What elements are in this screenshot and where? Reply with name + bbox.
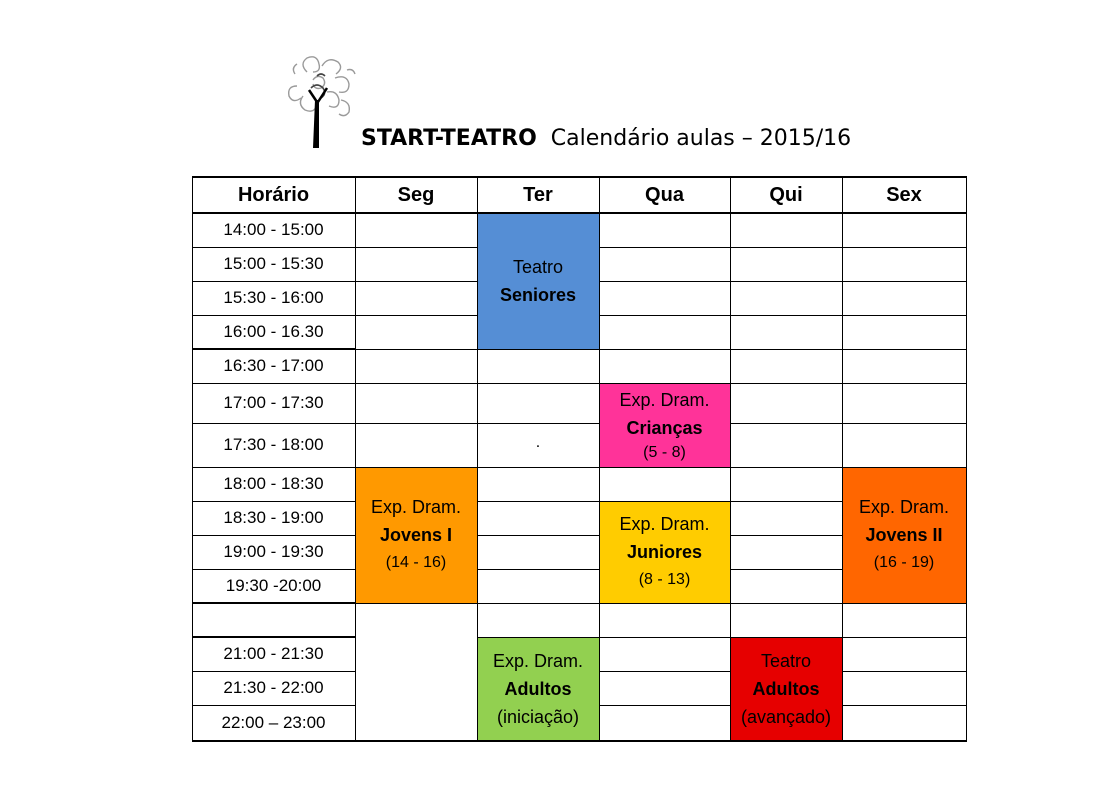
grid-line xyxy=(477,383,478,424)
title-text: Calendário aulas – 2015/16 xyxy=(550,126,852,151)
grid-line xyxy=(192,501,356,502)
grid-line xyxy=(599,705,731,706)
grid-line xyxy=(355,213,356,248)
grid-line xyxy=(599,315,731,316)
grid-line xyxy=(730,176,843,178)
grid-line xyxy=(730,349,843,350)
grid-line xyxy=(355,247,478,248)
block-line2: Juniores xyxy=(626,542,703,562)
grid-line xyxy=(599,467,731,468)
grid-line xyxy=(966,349,968,384)
grid-line xyxy=(599,501,600,603)
grid-line xyxy=(477,603,478,638)
header-seg: Seg xyxy=(397,183,435,206)
grid-line xyxy=(842,315,967,316)
grid-line xyxy=(730,383,843,384)
grid-line xyxy=(842,349,843,384)
grid-line xyxy=(842,212,967,214)
block-line2: Seniores xyxy=(499,285,577,305)
grid-line xyxy=(966,247,968,282)
grid-line xyxy=(192,281,356,282)
block-line3: (avançado) xyxy=(740,707,832,727)
grid-line xyxy=(842,176,967,178)
grid-line xyxy=(355,671,356,706)
grid-line xyxy=(192,569,194,604)
grid-line xyxy=(477,603,600,604)
grid-line xyxy=(842,349,967,350)
grid-line xyxy=(730,315,731,350)
grid-line xyxy=(355,467,477,468)
class-exp-dram-jovens-i xyxy=(355,467,477,603)
grid-line xyxy=(192,423,356,424)
block-line1: Exp. Dram. xyxy=(619,390,710,410)
block-line1: Exp. Dram. xyxy=(370,497,462,517)
grid-line xyxy=(842,603,843,638)
grid-line xyxy=(477,349,478,384)
grid-line xyxy=(477,213,478,349)
grid-line xyxy=(192,315,356,316)
grid-line xyxy=(730,177,731,214)
grid-line xyxy=(355,281,478,282)
grid-line xyxy=(966,671,968,706)
grid-line xyxy=(477,501,600,502)
grid-line xyxy=(730,281,731,316)
grid-line xyxy=(355,349,478,350)
grid-line xyxy=(730,501,731,603)
grid-line xyxy=(842,281,967,282)
header-qui: Qui xyxy=(769,183,803,206)
grid-line xyxy=(192,705,356,706)
grid-line xyxy=(477,637,478,741)
grid-line xyxy=(730,467,843,468)
grid-line xyxy=(842,467,843,603)
block-line3: (8 - 13) xyxy=(638,571,691,588)
block-line3: (iniciação) xyxy=(496,707,580,727)
header-horario: Horário xyxy=(237,183,310,206)
grid-line xyxy=(477,383,600,384)
time-cell: 15:30 - 16:00 xyxy=(223,288,324,307)
grid-line xyxy=(599,383,600,467)
time-cell: 21:00 - 21:30 xyxy=(223,644,324,663)
grid-line xyxy=(966,213,968,248)
stray-dot: . xyxy=(535,434,541,451)
grid-line xyxy=(599,501,730,502)
time-cell: 16:00 - 16.30 xyxy=(223,322,324,341)
grid-line xyxy=(477,467,478,603)
grid-line xyxy=(192,348,356,350)
header-qua: Qua xyxy=(645,183,684,206)
class-exp-dram-juniores xyxy=(599,501,730,603)
grid-line xyxy=(730,535,843,536)
block-line3: (5 - 8) xyxy=(643,444,686,461)
grid-line xyxy=(599,213,600,349)
title-brand: START-TEATRO xyxy=(361,126,537,151)
block-line3: (14 - 16) xyxy=(385,554,447,571)
block-line1: Exp. Dram. xyxy=(492,651,584,671)
grid-line xyxy=(599,637,731,638)
grid-line xyxy=(842,637,843,741)
grid-line xyxy=(599,349,600,384)
grid-line xyxy=(477,535,600,536)
grid-line xyxy=(842,247,843,282)
grid-line xyxy=(355,315,478,316)
time-cell: 21:30 - 22:00 xyxy=(223,678,324,697)
grid-line xyxy=(730,315,843,316)
grid-line xyxy=(599,671,731,672)
grid-line xyxy=(192,467,194,502)
time-cell: 14:00 - 15:00 xyxy=(223,220,324,239)
grid-line xyxy=(842,383,967,384)
grid-line xyxy=(192,501,194,536)
grid-line xyxy=(966,315,968,350)
time-cell: 17:00 - 17:30 xyxy=(223,393,324,412)
grid-line xyxy=(192,467,356,468)
grid-line xyxy=(966,603,968,638)
grid-line xyxy=(192,213,194,248)
grid-line xyxy=(192,383,356,384)
block-line1: Teatro xyxy=(760,651,812,671)
grid-line xyxy=(842,281,843,316)
grid-line xyxy=(355,423,356,468)
block-line2: Crianças xyxy=(626,418,703,438)
schedule-table xyxy=(192,177,966,741)
grid-line xyxy=(599,176,731,178)
block-line1: Teatro xyxy=(512,257,564,277)
grid-line xyxy=(355,383,478,384)
grid-line xyxy=(730,213,731,248)
grid-line xyxy=(355,383,356,424)
grid-line xyxy=(730,637,842,638)
grid-line xyxy=(730,212,843,214)
grid-line xyxy=(599,740,731,742)
grid-line xyxy=(355,423,478,424)
grid-line xyxy=(355,467,356,603)
grid-line xyxy=(192,281,194,316)
page-title xyxy=(361,126,851,151)
grid-line xyxy=(192,177,194,214)
grid-line xyxy=(192,637,194,672)
grid-line xyxy=(842,423,843,468)
grid-line xyxy=(966,423,968,468)
grid-line xyxy=(730,349,731,384)
grid-line xyxy=(966,467,967,603)
time-cell: 18:30 - 19:00 xyxy=(223,508,324,527)
grid-line xyxy=(966,637,968,672)
grid-line xyxy=(966,281,968,316)
grid-line xyxy=(730,637,731,741)
time-cell: 17:30 - 18:00 xyxy=(223,435,324,454)
block-line1: Exp. Dram. xyxy=(619,514,710,534)
grid-line xyxy=(477,423,478,468)
grid-line xyxy=(842,637,967,638)
time-cell xyxy=(192,603,355,637)
grid-line xyxy=(192,247,194,282)
header-ter: Ter xyxy=(523,183,553,206)
grid-line xyxy=(599,247,731,248)
grid-line xyxy=(730,423,843,424)
block-line2: Adultos xyxy=(504,679,572,699)
grid-line xyxy=(842,177,843,214)
class-teatro-adultos-avancado xyxy=(730,637,842,741)
grid-line xyxy=(966,177,968,214)
grid-line xyxy=(192,569,356,570)
grid-line xyxy=(599,281,731,282)
grid-line xyxy=(355,212,478,214)
grid-line xyxy=(730,569,843,570)
grid-line xyxy=(599,212,731,214)
grid-line xyxy=(355,603,356,638)
grid-line xyxy=(355,281,356,316)
header-sex: Sex xyxy=(886,183,922,206)
grid-line xyxy=(355,740,478,742)
grid-line xyxy=(192,740,356,742)
block-line2: Jovens II xyxy=(865,525,943,545)
grid-line xyxy=(842,383,843,424)
grid-line xyxy=(192,315,194,350)
grid-line xyxy=(842,315,843,350)
grid-line xyxy=(966,705,968,742)
grid-line xyxy=(192,176,356,178)
grid-line xyxy=(355,247,356,282)
grid-line xyxy=(730,467,731,502)
grid-line xyxy=(477,569,600,570)
class-exp-dram-criancas xyxy=(599,383,730,467)
grid-line xyxy=(192,349,194,384)
block-line3: (16 - 19) xyxy=(873,554,935,571)
grid-line xyxy=(192,602,356,604)
grid-line xyxy=(842,467,966,468)
grid-line xyxy=(192,383,194,424)
grid-line xyxy=(192,535,194,570)
block-line1: Exp. Dram. xyxy=(858,497,950,517)
grid-line xyxy=(730,741,843,742)
grid-line xyxy=(599,637,600,741)
grid-line xyxy=(842,247,967,248)
grid-line xyxy=(192,535,356,536)
grid-line xyxy=(477,637,599,638)
grid-line xyxy=(355,176,478,178)
grid-line xyxy=(477,213,599,214)
grid-line xyxy=(599,467,600,502)
grid-line xyxy=(730,603,843,604)
grid-line xyxy=(355,315,356,350)
grid-line xyxy=(192,671,356,672)
grid-line xyxy=(477,741,600,742)
time-cell: 19:00 - 19:30 xyxy=(223,542,324,561)
grid-line xyxy=(842,603,967,604)
block-line2: Adultos xyxy=(752,679,820,699)
grid-line xyxy=(477,349,600,350)
grid-line xyxy=(192,603,194,638)
grid-line xyxy=(192,705,194,742)
grid-line xyxy=(599,349,731,350)
grid-line xyxy=(192,247,356,248)
class-teatro-seniores xyxy=(477,213,599,349)
grid-line xyxy=(599,603,731,604)
grid-line xyxy=(192,671,194,706)
time-cell: 16:30 - 17:00 xyxy=(223,356,324,375)
grid-line xyxy=(842,705,967,706)
block-line2: Jovens I xyxy=(379,525,453,545)
grid-line xyxy=(477,467,600,468)
grid-line xyxy=(477,176,600,178)
class-exp-dram-jovens-ii xyxy=(842,467,966,603)
grid-line xyxy=(966,383,968,424)
time-cell: 15:00 - 15:30 xyxy=(223,254,324,273)
time-cell: 19:30 -20:00 xyxy=(225,576,322,595)
grid-line xyxy=(192,636,356,638)
grid-line xyxy=(730,281,843,282)
grid-line xyxy=(842,213,843,248)
grid-line xyxy=(477,423,600,424)
grid-line xyxy=(730,247,731,282)
grid-line xyxy=(355,349,356,384)
tree-logo xyxy=(277,52,367,148)
grid-line xyxy=(842,671,967,672)
grid-line xyxy=(842,740,967,742)
time-cell: 22:00 – 23:00 xyxy=(221,713,326,732)
class-exp-dram-adultos-iniciacao xyxy=(477,637,599,741)
grid-line xyxy=(730,247,843,248)
grid-line xyxy=(730,501,843,502)
grid-line xyxy=(355,177,356,214)
grid-line xyxy=(599,603,600,638)
grid-line xyxy=(192,212,356,214)
grid-line xyxy=(355,603,478,604)
grid-line xyxy=(730,383,731,467)
grid-line xyxy=(842,423,967,424)
grid-line xyxy=(192,423,194,468)
grid-line xyxy=(730,603,731,638)
grid-line xyxy=(355,637,356,672)
grid-line xyxy=(599,177,600,214)
grid-line xyxy=(599,383,730,384)
time-cell: 18:00 - 18:30 xyxy=(223,474,324,493)
grid-line xyxy=(355,705,356,742)
grid-line xyxy=(477,177,478,214)
